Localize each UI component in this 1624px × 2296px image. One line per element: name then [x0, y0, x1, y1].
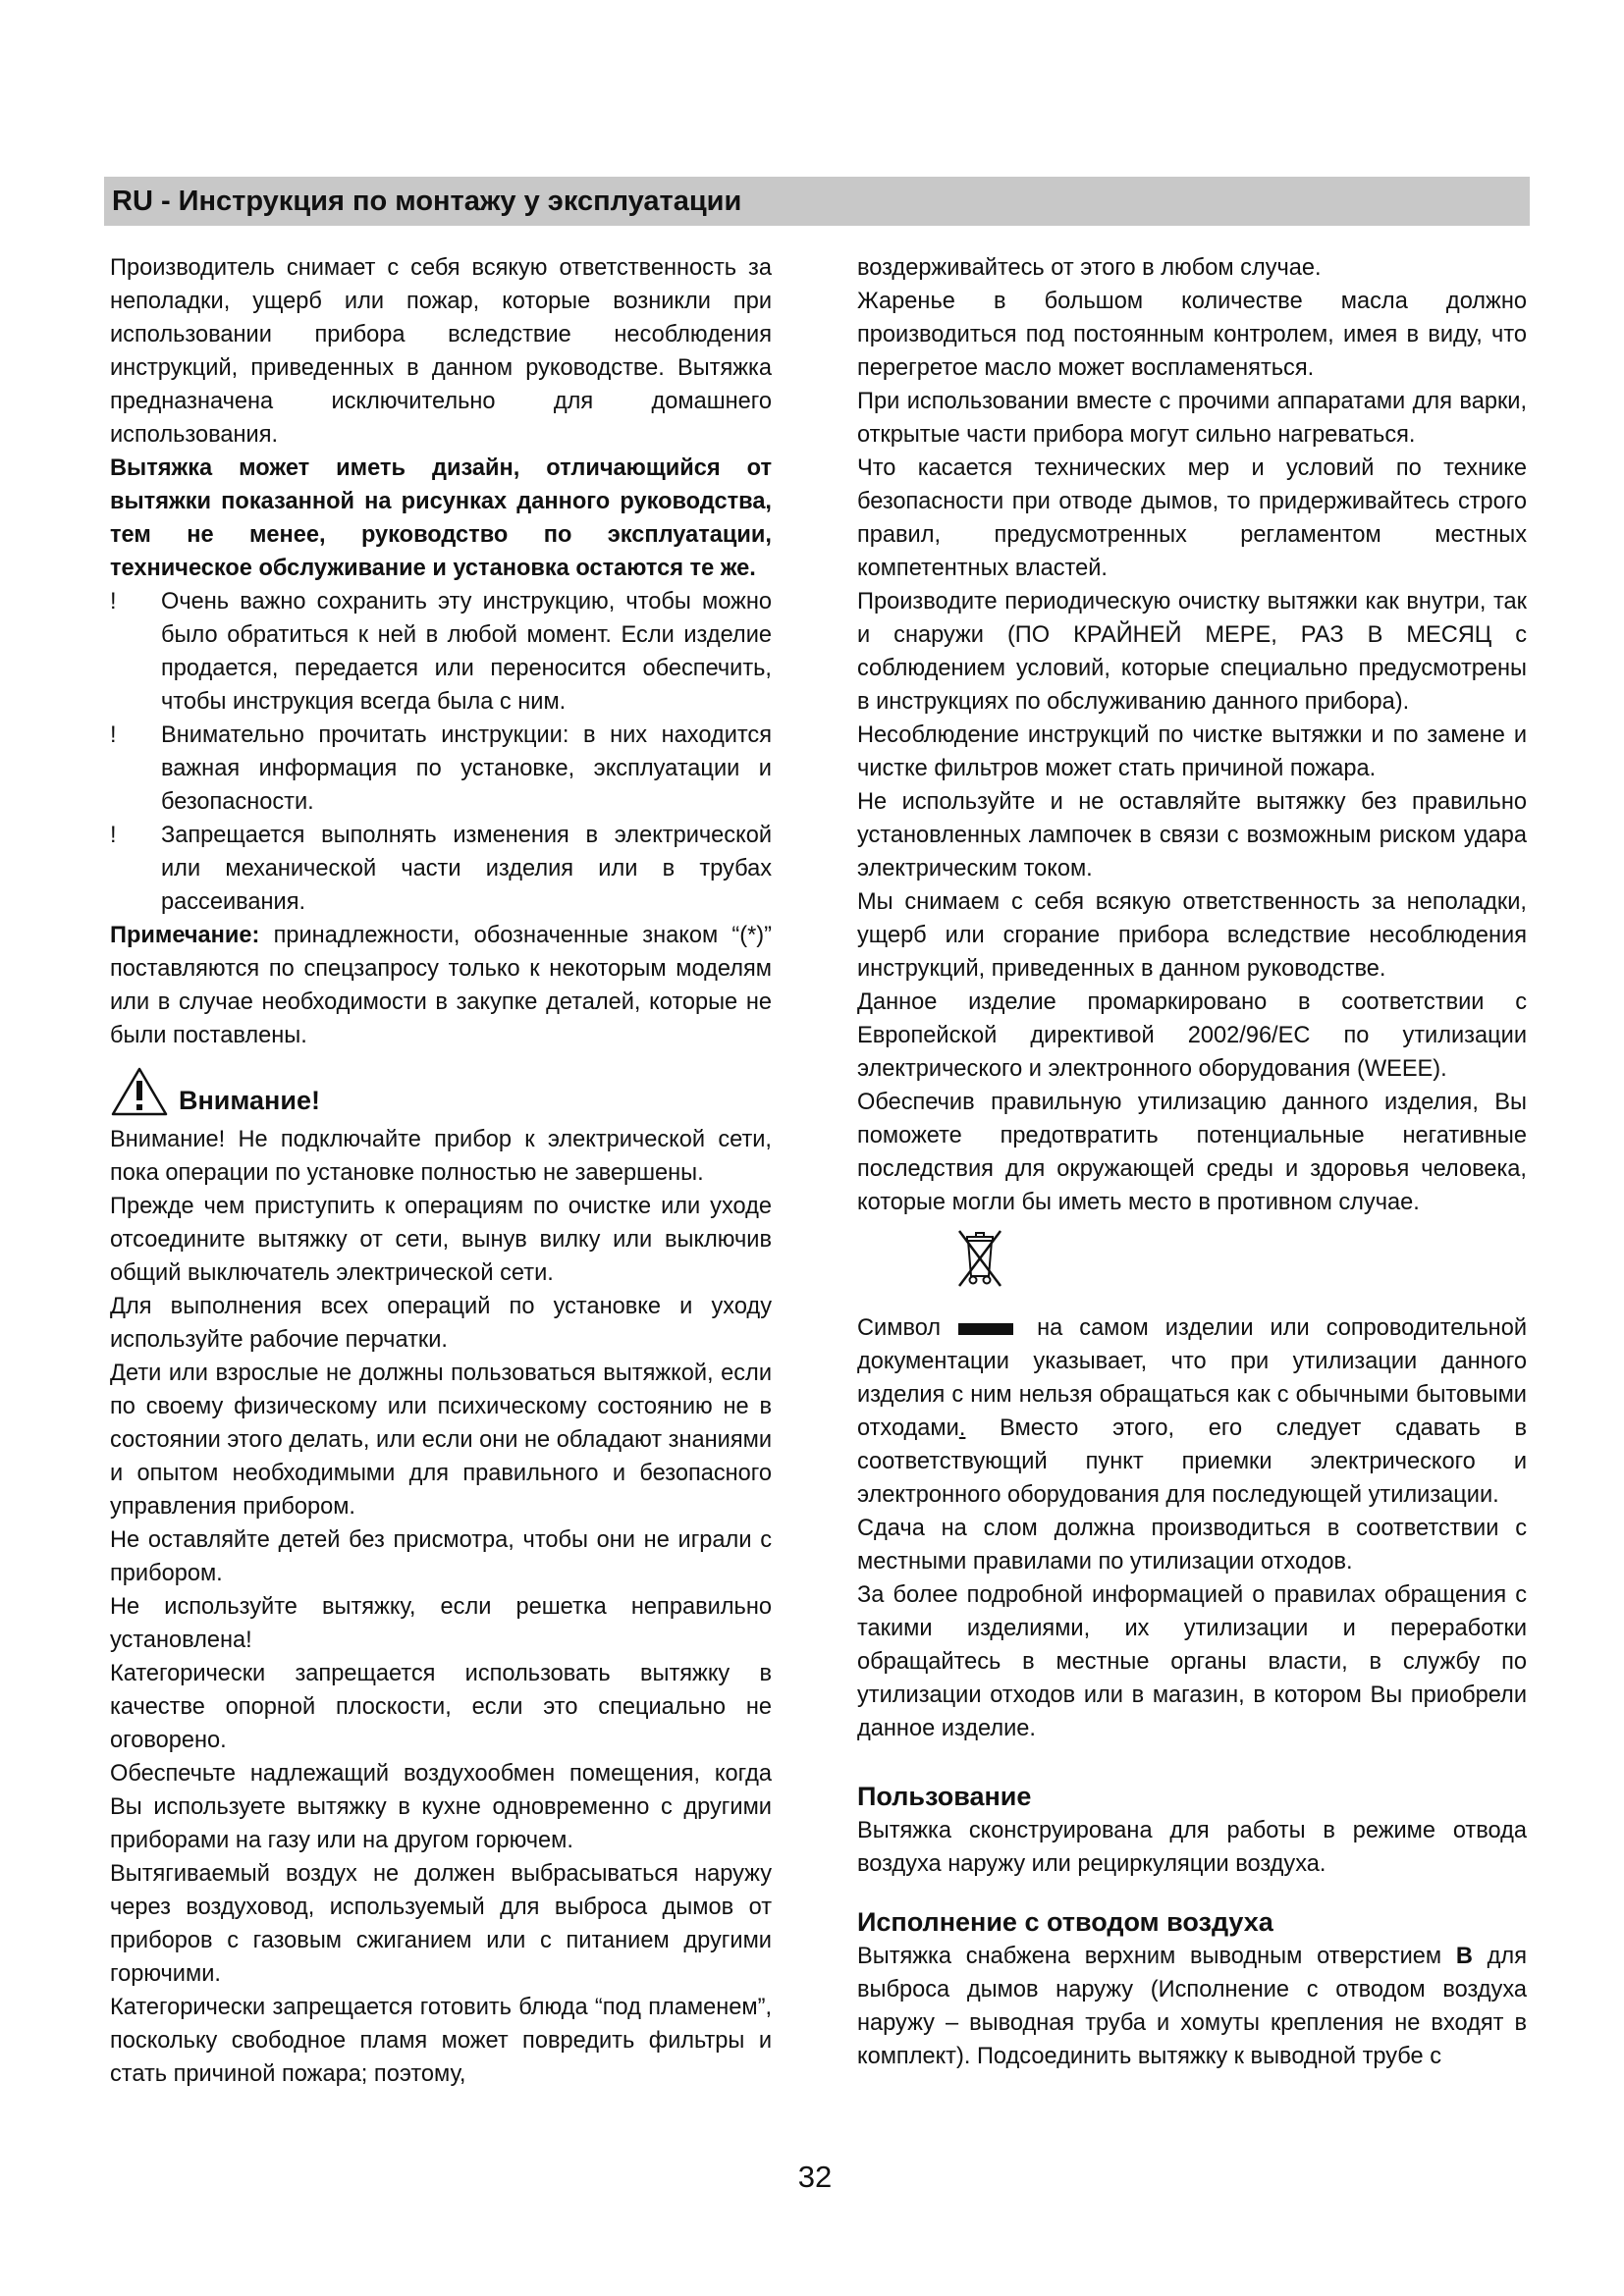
warning-bullet [110, 585, 772, 719]
exhaust-heading: Исполнение с отводом воздуха [857, 1907, 1273, 1937]
warning-triangle-icon [110, 1066, 169, 1117]
underlined-dot: . [958, 1415, 966, 1441]
paragraph: Производите периодическую очистку вытяжки как внутри, так и снаружи (ПО КРАЙНЕЙ МЕРЕ, РАЗ В МЕСЯЦ с соблюдением условий, которые специально предусмотрены в инструкциях по обслуживанию данного прибора). [857, 589, 1527, 715]
section-header-bar [104, 177, 1530, 226]
exclamation-mark: ! [110, 722, 117, 748]
bullet-text: Очень важно сохранить эту инструкцию, чтобы можно было обратиться к ней в любой момент. Если изделие продается, передается или переносится обеспечить, чтобы инструкция всегда была с ним. [161, 589, 772, 715]
paragraph: Обеспечьте надлежащий воздухообмен помещения, когда Вы используете вытяжку в кухне одновременно с другими приборами на газу или на другом горючем. [110, 1761, 772, 1853]
paragraph: Категорически запрещается использовать вытяжку в качестве опорной плоскости, если это специально не оговорено. [110, 1661, 772, 1753]
attention-heading [110, 1066, 772, 1123]
attention-title: Внимание! [179, 1086, 320, 1115]
symbol-word: Символ [857, 1315, 942, 1341]
paragraph: При использовании вместе с прочими аппаратами для варки, открытые части прибора могут сильно нагреваться. [857, 389, 1527, 448]
note-text: принадлежности, обозначенные знаком “(*)” поставляются по спецзапросу только к некоторым моделям или в случае необходимости в закупке деталей, которые не были поставлены. [110, 923, 772, 1048]
exclamation-mark: ! [110, 589, 117, 614]
symbol-text-continued: Вместо этого, его следует сдавать в соответствующий пункт приемки электрического и электронного оборудования для последующей утилизации. [857, 1415, 1527, 1508]
exhaust-text-continued: для выброса дымов наружу (Исполнение с отводом воздуха наружу – выводная труба и хомуты крепления не входят в комплект). Подсоединить вытяжку к выводной трубе с [857, 1944, 1527, 2069]
section-title: RU - Инструкция по монтажу у эксплуатации [112, 186, 742, 217]
bullet-text: Запрещается выполнять изменения в электрической или механической части изделия или в трубах рассеивания. [161, 823, 772, 915]
paragraph: Прежде чем приступить к операциям по очистке или уходе отсоедините вытяжку от сети, вынув вилку или выключив общий выключатель электрической сети. [110, 1194, 772, 1286]
warning-bullet [110, 819, 772, 919]
paragraph: Для выполнения всех операций по установке и уходу используйте рабочие перчатки. [110, 1294, 772, 1353]
paragraph: Производитель снимает с себя всякую ответственность за неполадки, ущерб или пожар, которые возникли при использовании прибора вследствие несоблюдения инструкций, приведенных в данном руководстве. Вытяжка предназначена исключительно для домашнего использования. [110, 255, 772, 448]
weee-symbol-block [857, 1219, 1527, 1311]
paragraph: Категорически запрещается готовить блюда “под пламенем”, поскольку свободное пламя может повредить фильтры и стать причиной пожара; поэтому, [110, 1995, 772, 2087]
paragraph: Что касается технических мер и условий по технике безопасности при отводе дымов, то придерживайтесь строго правил, предусмотренных регламентом местных компетентных властей. [857, 455, 1527, 581]
symbol-paragraph [857, 1311, 1527, 1512]
paragraph: Данное изделие промаркировано в соответствии с Европейской директивой 2002/96/EC по утилизации электрического и электронного оборудования (WEEE). [857, 989, 1527, 1082]
weee-bar-symbol [958, 1323, 1013, 1335]
paragraph: Мы снимаем с себя всякую ответственность за неполадки, ущерб или сгорание прибора вследствие несоблюдения инструкций, приведенных в данном руководстве. [857, 889, 1527, 982]
paragraph: Внимание! Не подключайте прибор к электрической сети, пока операции по установке полностью не завершены. [110, 1127, 772, 1186]
exhaust-paragraph [857, 1940, 1527, 2073]
exclamation-mark: ! [110, 823, 117, 848]
paragraph: воздерживайтесь от этого в любом случае. [857, 255, 1322, 281]
usage-heading: Пользование [857, 1782, 1032, 1811]
paragraph: Не используйте и не оставляйте вытяжку без правильно установленных лампочек в связи с возможным риском удара электрическим током. [857, 789, 1527, 881]
paragraph: Дети или взрослые не должны пользоваться вытяжкой, если по своему физическому или психическому состоянию не в состоянии этого делать, или если они не обладают знаниями и опытом необходимыми для правильного и безопасного управления прибором. [110, 1361, 772, 1520]
left-column [110, 251, 772, 2091]
usage-paragraph: Вытяжка сконструирована для работы в режиме отвода воздуха наружу или рециркуляции воздуха. [857, 1818, 1527, 1877]
symbol-text: на самом изделии или сопроводительной документации указывает, что при утилизации данного изделия с ним нельзя обращаться как с обычными бытовыми отходами [857, 1315, 1527, 1441]
note-paragraph [110, 919, 772, 1052]
paragraph: Сдача на слом должна производиться в соответствии с местными правилами по утилизации отходов. [857, 1516, 1527, 1575]
paragraph: Вытягиваемый воздух не должен выбрасываться наружу через воздуховод, используемый для выброса дымов от приборов с газовым сжиганием или с питанием другими горючими. [110, 1861, 772, 1987]
exhaust-text: Вытяжка снабжена верхним выводным отверстием [857, 1944, 1456, 1969]
paragraph: Обеспечив правильную утилизацию данного изделия, Вы поможете предотвратить потенциальные негативные последствия для окружающей среды и здоровья человека, которые могли бы иметь место в противном случае. [857, 1090, 1527, 1215]
outlet-letter: B [1455, 1944, 1473, 1969]
bullet-text: Внимательно прочитать инструкции: в них находится важная информация по установке, эксплуатации и безопасности. [161, 722, 772, 815]
paragraph: Несоблюдение инструкций по чистке вытяжки и по замене и чистке фильтров может стать причиной пожара. [857, 722, 1527, 781]
paragraph: За более подробной информацией о правилах обращения с такими изделиями, их утилизации и переработки обращайтесь в местные органы власти, в службу по утилизации отходов или в магазин, в котором Вы приобрели данное изделие. [857, 1582, 1527, 1741]
paragraph: Жаренье в большом количестве масла должно производиться под постоянным контролем, имея в виду, что перегретое масло может воспламеняться. [857, 289, 1527, 381]
paragraph: Не оставляйте детей без присмотра, чтобы они не играли с прибором. [110, 1527, 772, 1586]
page-number: 32 [797, 2160, 833, 2194]
paragraph: Не используйте вытяжку, если решетка неправильно установлена! [110, 1594, 772, 1653]
warning-bullet [110, 719, 772, 819]
note-label: Примечание: [110, 923, 260, 948]
right-column [857, 251, 1527, 2073]
design-note-paragraph: Вытяжка может иметь дизайн, отличающийся от вытяжки показанной на рисунках данного руководства, тем не менее, руководство по эксплуатации, техническое обслуживание и установка остаются те же. [110, 455, 772, 581]
crossed-bin-icon [955, 1229, 1004, 1292]
